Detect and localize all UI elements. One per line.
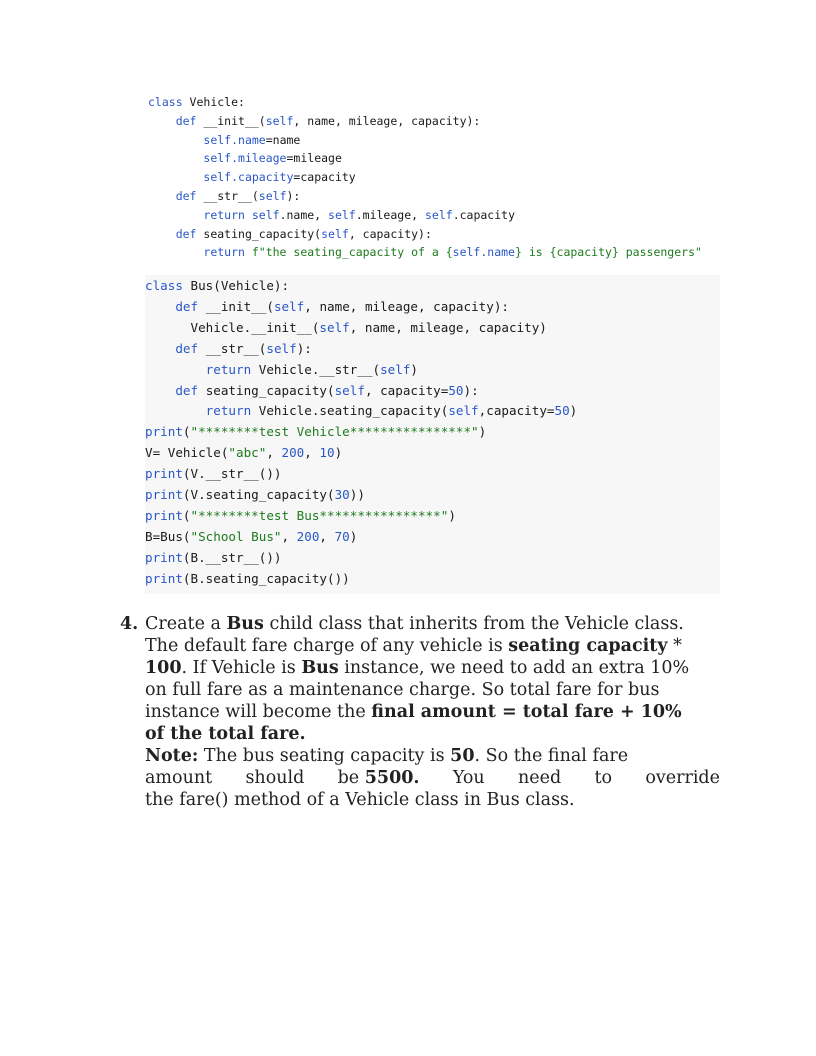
code-block-vehicle-class <box>148 93 708 262</box>
code-1-line: return self.name, self.mileage, self.capacity <box>203 207 515 222</box>
code-2-line: Vehicle.__init__(self, name, mileage, capacity) <box>190 319 547 335</box>
code-1-line: class Vehicle: <box>148 95 245 109</box>
code-2-line: print("********test Bus****************") <box>145 507 456 523</box>
code-1-line: self.mileage=mileage <box>203 151 342 166</box>
question-line: on full fare as a maintenance charge. So total fare for bus <box>145 680 660 700</box>
code-2-line: def __init__(self, name, mileage, capacity): <box>175 298 509 314</box>
code-1-line: def __str__(self): <box>175 188 301 203</box>
question-line: amount should be 5500. You need to override <box>145 768 720 788</box>
code-2-line: print("********test Vehicle****************") <box>145 424 487 440</box>
question-number: 4. <box>120 614 139 634</box>
code-1-line: self.name=name <box>203 132 301 147</box>
code-2-line: print(V.__str__()) <box>145 466 282 482</box>
code-block-bus-class <box>145 275 720 594</box>
code-2-line: return Vehicle.__str__(self) <box>205 361 419 377</box>
question-text <box>145 613 720 811</box>
question-line: The default fare charge of any vehicle is seating capacity * <box>145 636 682 656</box>
question-line: instance will become the final amount = total fare + 10% <box>145 702 682 722</box>
code-2-line: def __str__(self): <box>175 340 312 356</box>
code-2-line: def seating_capacity(self, capacity=50): <box>175 382 479 398</box>
question-line: Note: The bus seating capacity is 50. So the final fare <box>145 746 629 766</box>
code-2-line: class Bus(Vehicle): <box>145 278 290 293</box>
code-1-line: return f"the seating_capacity of a {self.name} is {capacity} passengers" <box>203 245 702 260</box>
question-line: Create a Bus child class that inherits from the Vehicle class. <box>145 614 684 634</box>
question-line: the fare() method of a Vehicle class in Bus class. <box>145 790 575 810</box>
code-1-line: def __init__(self, name, mileage, capacity): <box>175 113 481 128</box>
code-1-line: self.capacity=capacity <box>203 170 356 185</box>
question-line: of the total fare. <box>145 724 306 744</box>
code-2-line: print(B.__str__()) <box>145 549 282 565</box>
code-1-line: def seating_capacity(self, capacity): <box>175 226 432 241</box>
code-2-line: print(V.seating_capacity(30)) <box>145 487 365 503</box>
code-2-line: V= Vehicle("abc", 200, 10) <box>145 445 343 461</box>
code-2-line: B=Bus("School Bus", 200, 70) <box>145 528 358 544</box>
code-2-line: return Vehicle.seating_capacity(self,capacity=50) <box>205 403 578 419</box>
code-2-line: print(B.seating_capacity()) <box>145 570 350 586</box>
question-line: 100. If Vehicle is Bus instance, we need to add an extra 10% <box>145 658 690 678</box>
